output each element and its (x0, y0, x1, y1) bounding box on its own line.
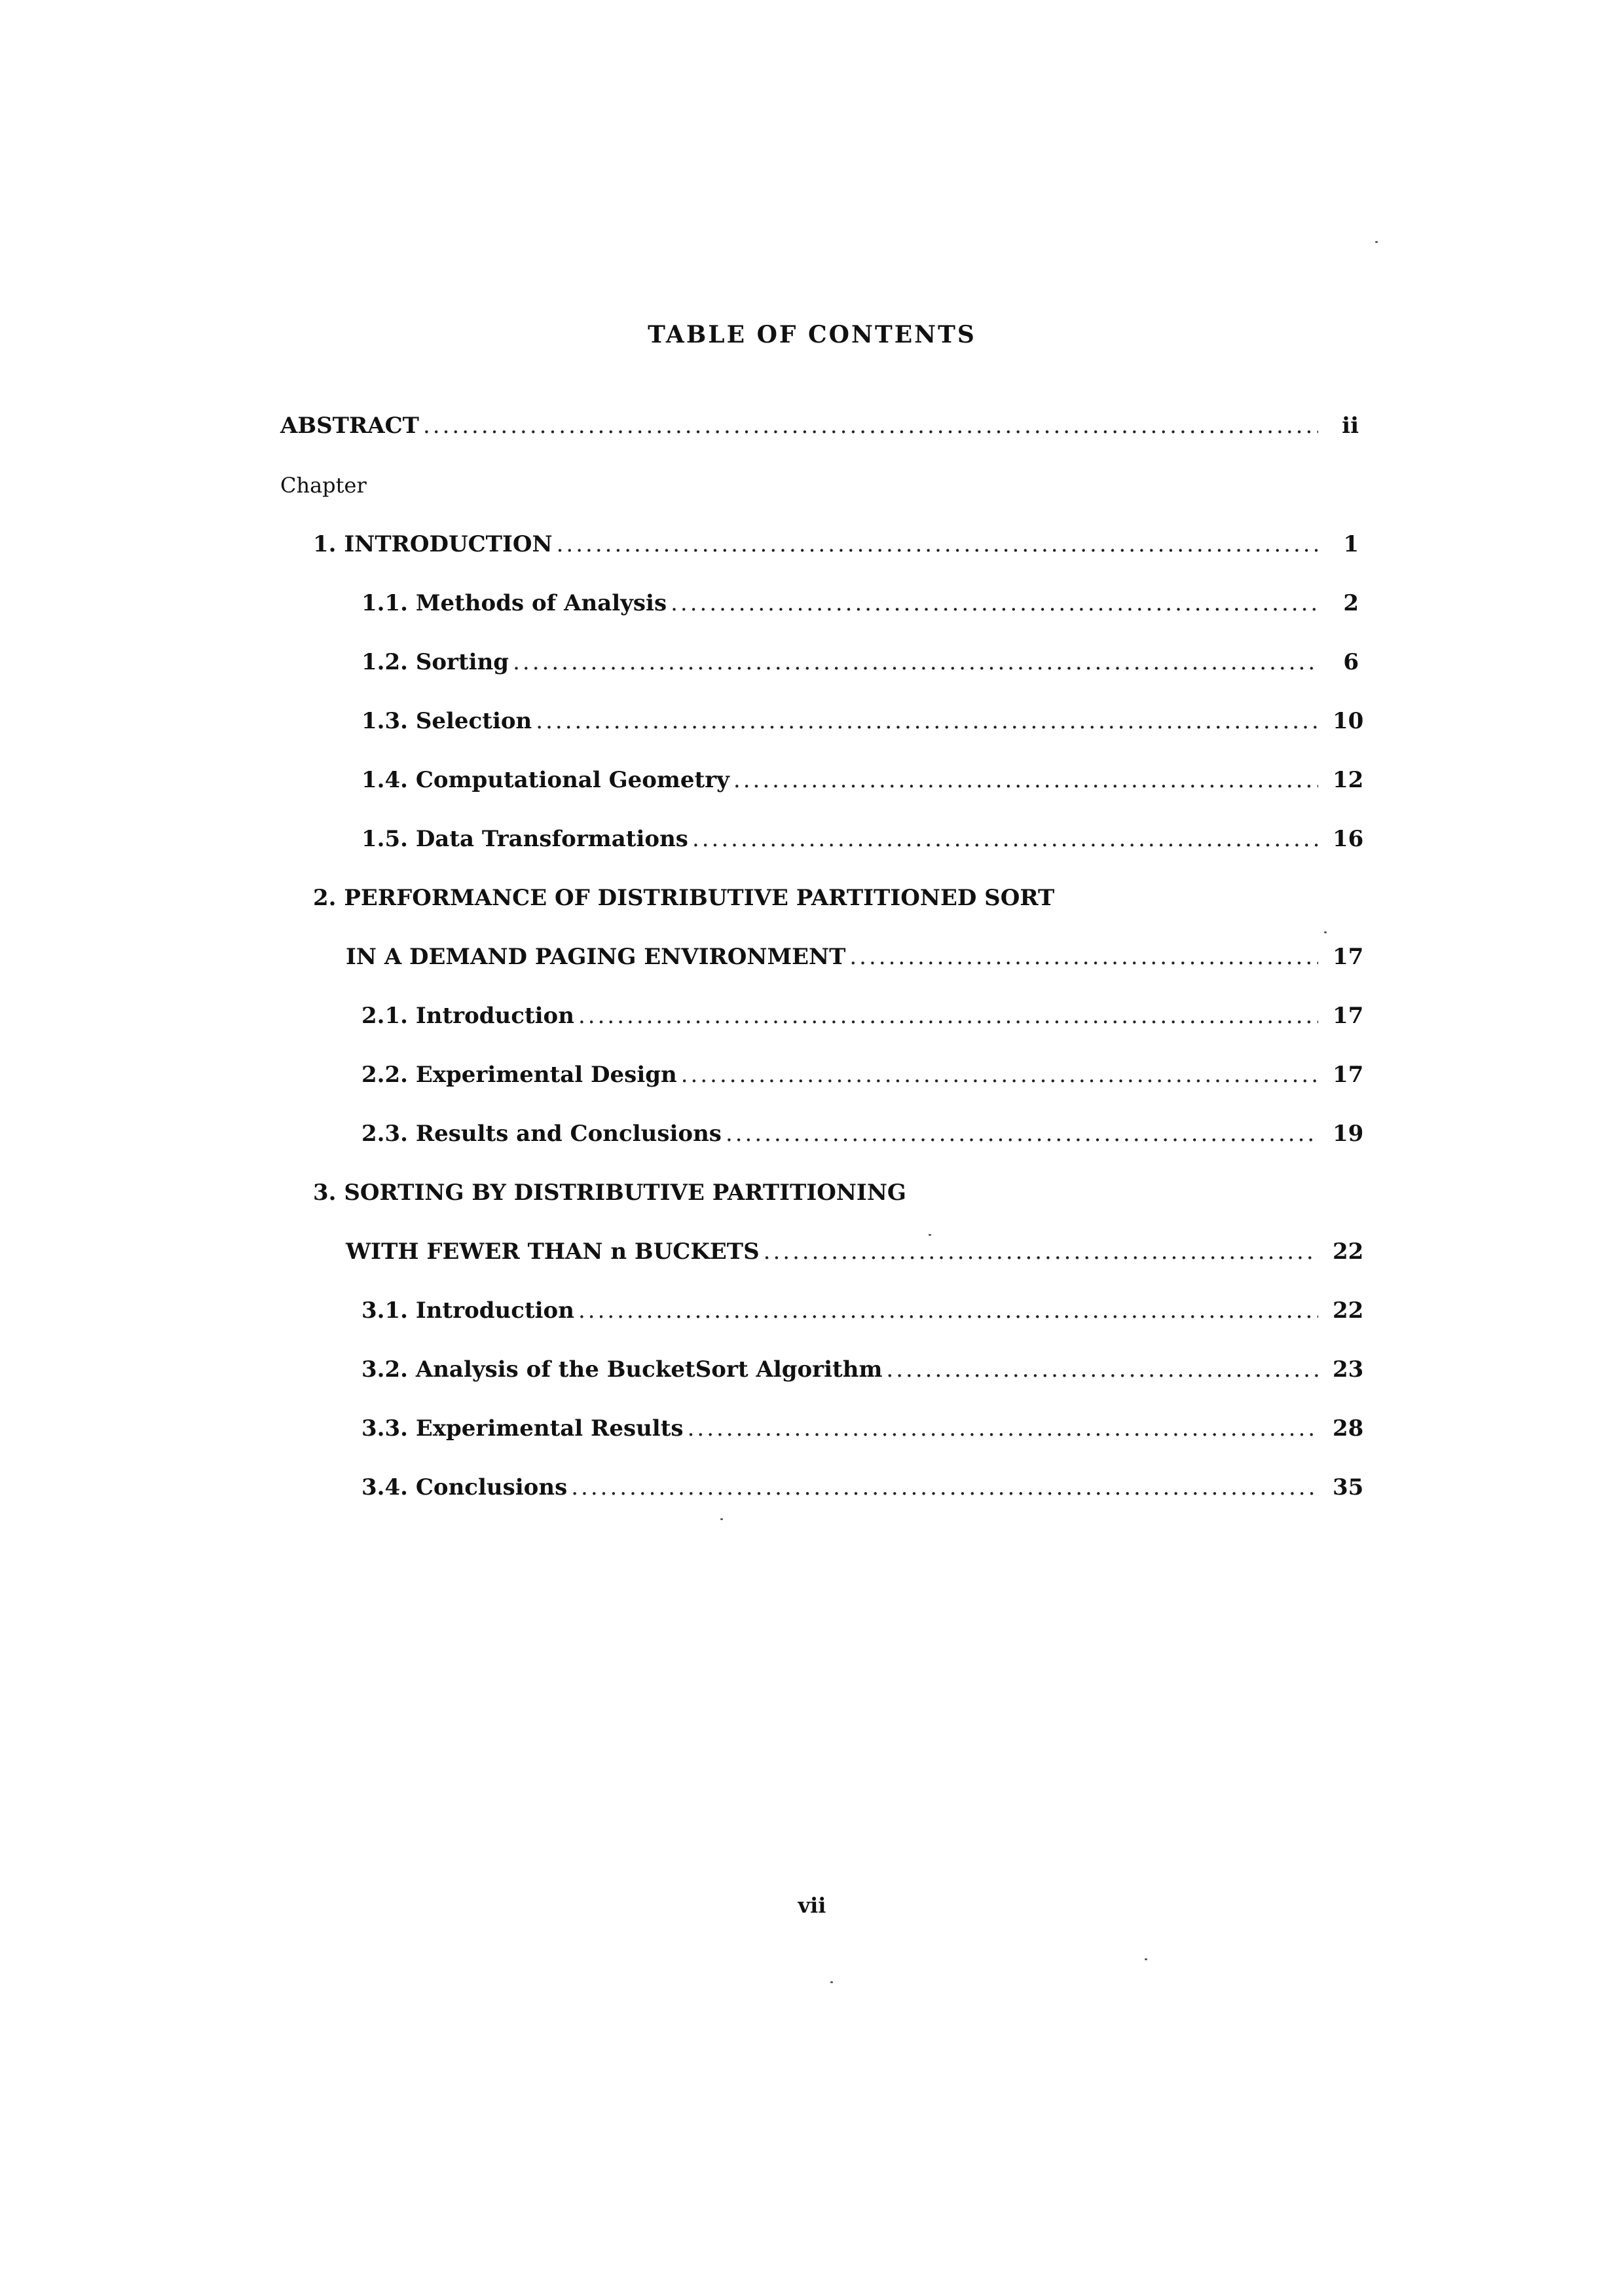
toc-page-number: 19 (1333, 1121, 1364, 1147)
toc-entry-label: 3.3. Experimental Results (361, 1415, 684, 1442)
dot-leader (733, 764, 1318, 796)
page-number-folio: vii (798, 1893, 826, 1918)
toc-row-section-2-2 (0, 1058, 1624, 1091)
toc-entry-label: 2.3. Results and Conclusions (361, 1121, 722, 1147)
dot-leader (578, 1294, 1318, 1327)
toc-row-chapter-3 (0, 1235, 1624, 1268)
dot-leader (557, 528, 1318, 561)
dot-leader (681, 1058, 1318, 1091)
page-title: TABLE OF CONTENTS (648, 321, 976, 348)
toc-entry-label: IN A DEMAND PAGING ENVIRONMENT (346, 944, 846, 970)
toc-row-section-2-3 (0, 1117, 1624, 1150)
toc-page-number: 17 (1333, 944, 1364, 970)
dot-leader (536, 705, 1318, 737)
toc-entry-label: 2.2. Experimental Design (361, 1062, 677, 1088)
toc-entry-label: 3.1. Introduction (361, 1297, 574, 1324)
toc-entry-label: ABSTRACT (280, 413, 419, 439)
toc-page-number: 23 (1333, 1356, 1364, 1383)
toc-entry-label: 3.4. Conclusions (361, 1474, 568, 1501)
toc-row-section-2-1 (0, 999, 1624, 1032)
dot-leader (578, 999, 1318, 1032)
chapter-heading: Chapter (280, 473, 367, 498)
toc-chapter-2-line1: 2. PERFORMANCE OF DISTRIBUTIVE PARTITIONED SORT (313, 885, 1055, 911)
toc-entry-label: 1.4. Computational Geometry (361, 767, 729, 793)
dot-leader (423, 409, 1318, 442)
toc-row-section-1-4 (0, 764, 1624, 796)
toc-row-section-3-3 (0, 1412, 1624, 1445)
scan-speck (830, 1981, 833, 1983)
toc-entry-label: WITH FEWER THAN n BUCKETS (346, 1239, 760, 1265)
dot-leader (849, 941, 1318, 973)
scan-speck (1324, 931, 1327, 933)
toc-page-number: 17 (1333, 1062, 1364, 1088)
toc-page-number: 16 (1333, 826, 1364, 852)
dot-leader (726, 1117, 1318, 1150)
toc-entry-label: 1.5. Data Transformations (361, 826, 688, 852)
toc-row-section-1-1 (0, 587, 1624, 620)
dot-leader (764, 1235, 1318, 1268)
toc-entry-label: 1. INTRODUCTION (313, 531, 553, 557)
scan-speck (1375, 241, 1378, 243)
toc-page-number: 12 (1333, 767, 1364, 793)
toc-entry-label: 1.1. Methods of Analysis (361, 590, 667, 616)
toc-row-section-1-2 (0, 646, 1624, 679)
toc-row-section-3-2 (0, 1353, 1624, 1386)
toc-page-number: 10 (1333, 708, 1364, 734)
toc-page-number: 22 (1333, 1297, 1364, 1324)
toc-entry-label: 3.2. Analysis of the BucketSort Algorithm (361, 1356, 883, 1383)
toc-page-number: 2 (1343, 590, 1359, 616)
dot-leader (671, 587, 1318, 620)
toc-row-section-1-5 (0, 823, 1624, 855)
toc-page-number: 1 (1343, 531, 1359, 557)
toc-page-number: 6 (1343, 649, 1359, 675)
toc-chapter-3-line1: 3. SORTING BY DISTRIBUTIVE PARTITIONING (313, 1180, 906, 1206)
toc-page-number: ii (1342, 413, 1359, 439)
dot-leader (688, 1412, 1318, 1445)
toc-row-section-3-1 (0, 1294, 1624, 1327)
toc-page-number: 28 (1333, 1415, 1364, 1442)
toc-row-abstract (0, 409, 1624, 442)
scan-speck (720, 1518, 723, 1520)
scan-speck (929, 1234, 931, 1236)
toc-page-number: 17 (1333, 1003, 1364, 1029)
scan-speck (1145, 1958, 1147, 1960)
toc-entry-label: 2.1. Introduction (361, 1003, 574, 1029)
dot-leader (513, 646, 1318, 679)
toc-row-section-3-4 (0, 1471, 1624, 1504)
toc-row-chapter-2 (0, 941, 1624, 973)
toc-entry-label: 1.3. Selection (361, 708, 532, 734)
toc-page-number: 22 (1333, 1239, 1364, 1265)
toc-page-number: 35 (1333, 1474, 1364, 1501)
toc-entry-label: 1.2. Sorting (361, 649, 509, 675)
dot-leader (571, 1471, 1318, 1504)
dot-leader (692, 823, 1318, 855)
toc-row-section-1-3 (0, 705, 1624, 737)
dot-leader (886, 1353, 1318, 1386)
toc-row-chapter-1 (0, 528, 1624, 561)
